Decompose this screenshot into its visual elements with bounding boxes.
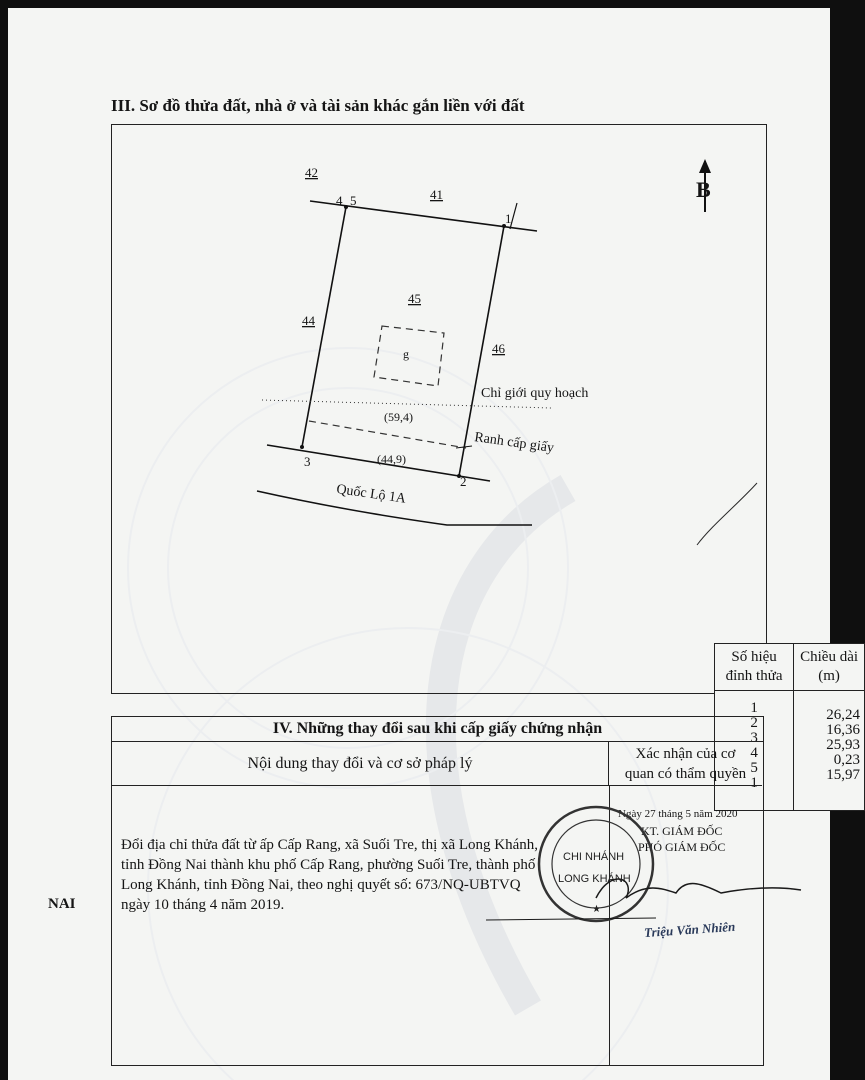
vertex-id: 1 xyxy=(750,700,758,716)
signatory-title-kt: KT. GIÁM ĐỐC xyxy=(641,824,723,838)
area-planned-label: (59,4) xyxy=(384,410,413,424)
table-header-length: Chiều dài (m) xyxy=(794,644,865,691)
edge-length: 16,36 xyxy=(826,722,860,738)
change-line: Long Khánh, tỉnh Đồng Nai, theo nghị quyết số: 673/NQ-UBTVQ xyxy=(121,877,521,893)
vertex-1-label: 1 xyxy=(505,211,512,226)
stamp-line2: LONG KHÁNH xyxy=(558,873,631,885)
vertex-3-point xyxy=(300,445,304,449)
north-arrow-icon xyxy=(696,159,711,212)
column-header-content: Nội dung thay đổi và cơ sở pháp lý xyxy=(112,742,609,786)
change-description xyxy=(121,835,538,915)
section3-title: III. Sơ đồ thửa đất, nhà ở và tài sản khác gắn liền với đất xyxy=(111,96,525,115)
change-line: ngày 10 tháng 4 năm 2019. xyxy=(121,897,285,913)
plot-map xyxy=(112,125,768,695)
road-label: Quốc Lộ 1A xyxy=(335,482,407,507)
column-header-confirmation xyxy=(609,742,762,786)
certificate-page xyxy=(8,8,860,1080)
parcel-42-label: 42 xyxy=(305,165,318,180)
parcel-46-label: 46 xyxy=(492,341,505,356)
stamp-line1: CHI NHÁNH xyxy=(563,851,625,863)
svg-text:★: ★ xyxy=(592,904,601,915)
edge-length: 0,23 xyxy=(833,752,860,768)
vertex-2-label: 2 xyxy=(460,474,467,489)
parcel-45-label: 45 xyxy=(408,291,421,306)
area-issued-label: (44,9) xyxy=(377,452,406,466)
confirmation-header-line1: Xác nhận của cơ xyxy=(635,746,736,762)
vertex-id: 2 xyxy=(750,715,758,731)
vertex-id: 5 xyxy=(750,760,758,776)
section4-title: IV. Những thay đổi sau khi cấp giấy chứng nhận xyxy=(112,717,763,742)
signatory-title-deputy: PHÓ GIÁM ĐỐC xyxy=(638,840,726,854)
pen-mark xyxy=(697,483,757,545)
vertex-id: 3 xyxy=(750,730,758,746)
house-label: g xyxy=(403,347,409,361)
vertex-4-label: 4 xyxy=(336,193,343,208)
vertex-3-label: 3 xyxy=(304,454,311,469)
length-column xyxy=(794,691,865,811)
parcel-44-label: 44 xyxy=(302,313,315,328)
edge-length: 25,93 xyxy=(826,737,860,753)
table-header-vertex-id: Số hiệu đỉnh thửa xyxy=(715,644,794,691)
issuance-boundary-label: Ranh cấp giấy xyxy=(473,430,555,457)
change-line: tỉnh Đồng Nai thành khu phố Cấp Rang, phường Suối Tre, thành phố xyxy=(121,857,536,873)
margin-fragment: NAI xyxy=(48,896,76,912)
planning-boundary-line xyxy=(262,400,552,408)
house-outline xyxy=(374,326,444,386)
confirmation-header-line2: quan có thẩm quyền xyxy=(624,766,747,782)
vertex-id: 1 xyxy=(750,775,758,791)
issuance-boundary-line xyxy=(309,421,466,448)
planning-boundary-label: Chỉ giới quy hoạch xyxy=(481,386,589,401)
confirmation-date: Ngày 27 tháng 5 năm 2020 xyxy=(618,808,738,820)
change-line: Đổi địa chỉ thửa đất từ ấp Cấp Rang, xã Suối Tre, thị xã Long Khánh, xyxy=(121,837,539,853)
vertex-id: 4 xyxy=(750,745,758,761)
edge-length: 26,24 xyxy=(826,707,860,723)
vertex-5-label: 5 xyxy=(350,193,357,208)
north-label: B xyxy=(696,177,711,202)
signer-name: Triệu Văn Nhiên xyxy=(643,918,736,941)
edge-length: 15,97 xyxy=(826,767,860,783)
vertex-4-point xyxy=(344,205,348,209)
parcel-41-label: 41 xyxy=(430,187,443,202)
